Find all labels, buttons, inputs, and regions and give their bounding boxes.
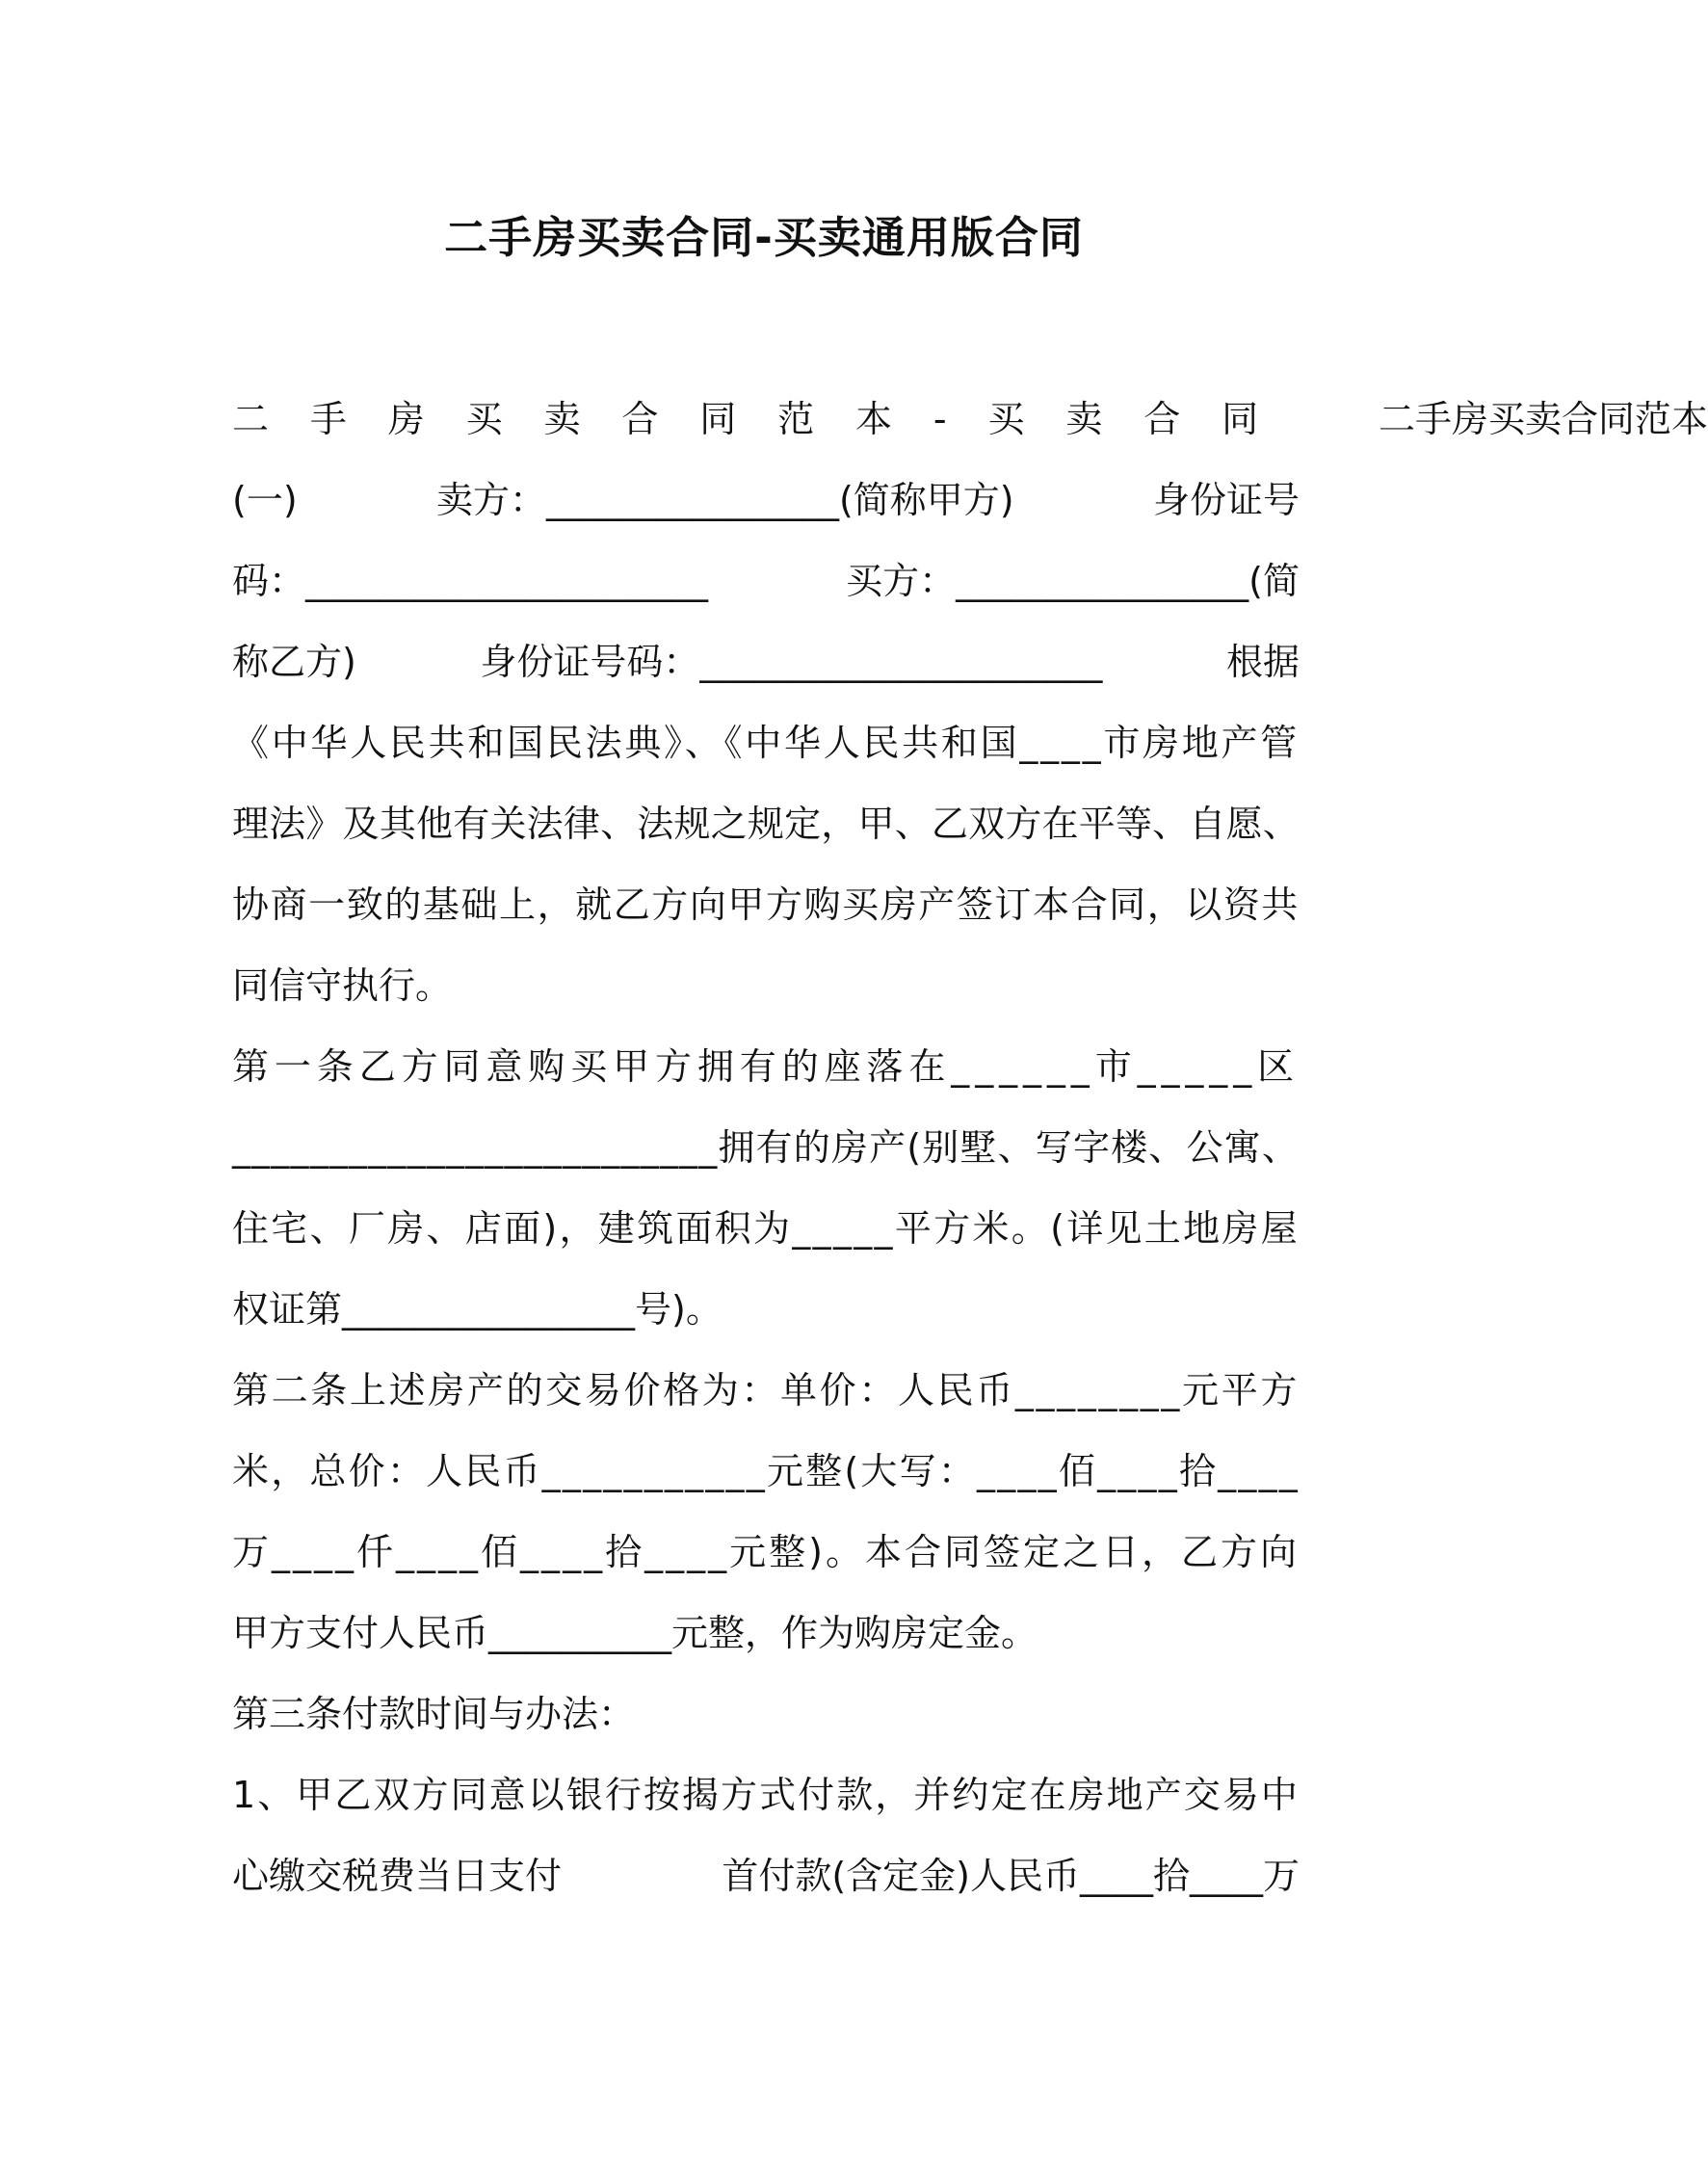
body-line-14 (232, 1431, 1300, 1512)
body-line-4 (232, 621, 1300, 702)
line-19-part-1: 心缴交税费当日支付 (232, 1855, 563, 1897)
line-2-part-1: (一) (232, 479, 298, 521)
body-line-3 (232, 540, 1300, 621)
body-line-12 (232, 1269, 1300, 1350)
body-line-13 (232, 1350, 1300, 1431)
body-line-16 (232, 1593, 1300, 1674)
line-1-part-1: 二手房买卖合同范本-买卖合同 (232, 398, 1300, 440)
body-line-11 (232, 1188, 1300, 1269)
line-12-text: 权证第________________号)。 (232, 1288, 723, 1331)
line-7-text: 协商一致的基础上，就乙方向甲方购买房产签订本合同，以资共 (232, 883, 1300, 926)
line-15-text: 万____仟____佰____拾____元整)。本合同签定之日，乙方向 (232, 1531, 1300, 1573)
line-13-text: 第二条上述房产的交易价格为：单价：人民币________元平方 (232, 1369, 1300, 1411)
body-line-8 (232, 945, 1300, 1026)
document-title: 二手房买卖合同-买卖通用版合同 (444, 212, 1084, 263)
line-11-text: 住宅、厂房、店面)，建筑面积为_____平方米。(详见土地房屋 (232, 1207, 1300, 1250)
body-line-19 (232, 1835, 1300, 1916)
line-4-part-1: 称乙方) (232, 641, 356, 683)
body-line-9 (232, 1026, 1300, 1107)
line-16-text: 甲方支付人民币__________元整，作为购房定金。 (232, 1612, 1038, 1654)
body-line-7 (232, 864, 1300, 945)
body-line-1 (232, 379, 1708, 460)
line-1-part-2: 二手房买卖合同范本 (1379, 398, 1708, 440)
line-4-part-2: 身份证号码：______________________ (480, 641, 1103, 683)
body-line-2 (232, 460, 1300, 540)
line-10-text: _________________________拥有的房产(别墅、写字楼、公寓、 (232, 1126, 1300, 1169)
line-3-part-2: 买方：________________(简 (846, 560, 1300, 602)
line-9-text: 第一条乙方同意购买甲方拥有的座落在______市_____区 (232, 1045, 1300, 1088)
line-18-text: 1、甲乙双方同意以银行按揭方式付款，并约定在房地产交易中 (232, 1774, 1300, 1816)
body-line-10 (232, 1107, 1300, 1188)
body-line-6 (232, 783, 1300, 864)
line-4-part-3: 根据 (1225, 641, 1300, 683)
line-6-text: 理法》及其他有关法律、法规之规定，甲、乙双方在平等、自愿、 (232, 803, 1300, 845)
line-2-part-2: 卖方：________________(简称甲方) (435, 479, 1014, 521)
body-line-5 (232, 702, 1300, 783)
line-14-text: 米，总价：人民币___________元整(大写：____佰____拾____ (232, 1450, 1300, 1492)
line-3-part-1: 码：______________________ (232, 560, 709, 602)
line-19-part-2: 首付款(含定金)人民币____拾____万 (722, 1855, 1300, 1897)
body-line-15 (232, 1512, 1300, 1593)
line-17-text: 第三条付款时间与办法： (232, 1693, 636, 1735)
body-line-17 (232, 1674, 1300, 1754)
line-5-text: 《中华人民共和国民法典》、《中华人民共和国____市房地产管 (232, 722, 1300, 764)
line-8-text: 同信守执行。 (232, 964, 453, 1007)
line-2-part-3: 身份证号 (1152, 479, 1300, 521)
body-line-18 (232, 1754, 1300, 1835)
